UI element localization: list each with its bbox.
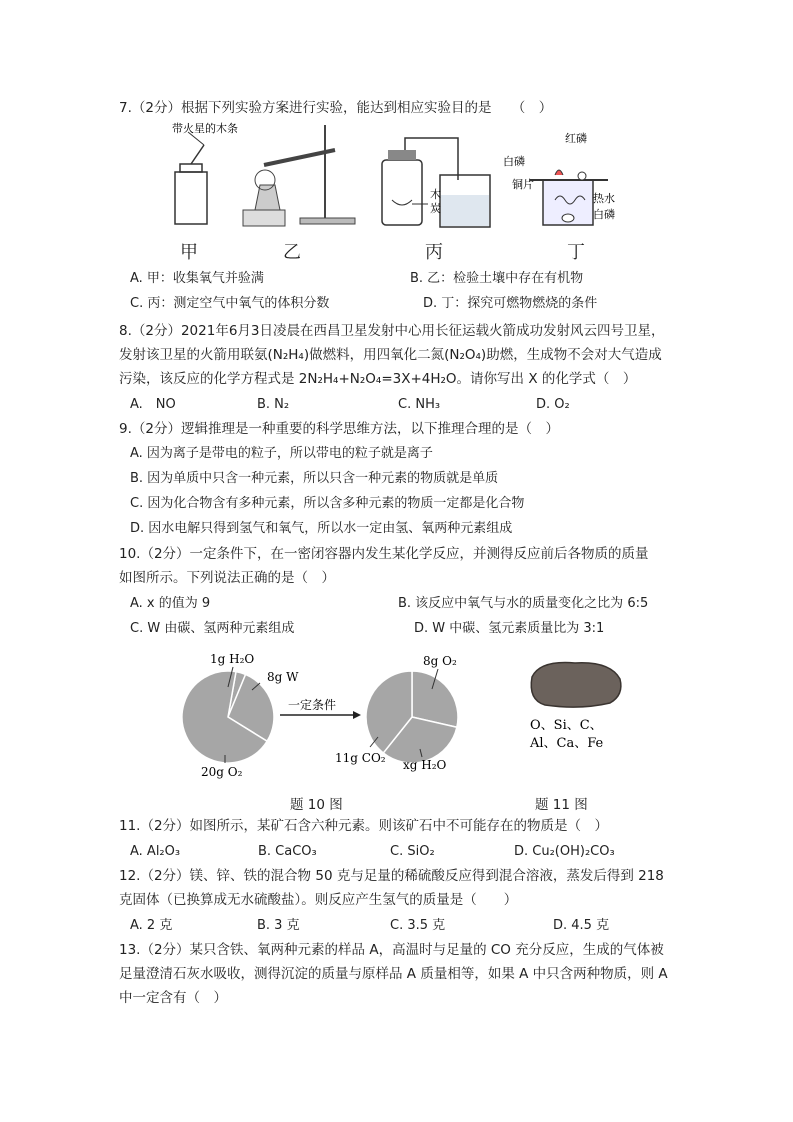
pie-after-label-o2: 8g O₂ — [423, 654, 457, 668]
q12-line-2: 克固体（已换算成无水硫酸盐）。则反应产生氢气的质量是（ ） — [119, 892, 518, 908]
q10-pie-figure — [170, 645, 490, 780]
q12-option-b[interactable]: B. 3 克 — [257, 918, 300, 933]
q11-option-a[interactable]: A. Al₂O₃ — [130, 844, 181, 859]
ore-rock — [531, 663, 621, 708]
fig-red-p-label: 红磷 — [565, 132, 587, 145]
q7-stem: 7.（2分）根据下列实验方案进行实验，能达到相应实验目的是 （ ） — [119, 100, 553, 116]
q7-option-c[interactable]: C. 丙：测定空气中氧气的体积分数 — [130, 296, 330, 311]
fig-hot-water-label: 热水 — [593, 192, 615, 205]
fig11-caption: 题 11 图 — [535, 797, 588, 813]
fig-white-p-top-label: 白磷 — [503, 155, 525, 168]
q7-option-b[interactable]: B. 乙：检验土壤中存在有机物 — [410, 271, 584, 286]
pie-before-label-w: 8g W — [267, 670, 299, 684]
q11-option-c[interactable]: C. SiO₂ — [390, 844, 435, 859]
pie-before — [182, 671, 274, 763]
fig-white-p-bottom-label: 白磷 — [593, 208, 615, 221]
q8-option-c[interactable]: C. NH₃ — [398, 397, 441, 412]
q8-option-b[interactable]: B. N₂ — [257, 397, 290, 412]
q11-option-b[interactable]: B. CaCO₃ — [258, 844, 317, 859]
ore-elements-line-2: Al、Ca、Fe — [530, 736, 604, 751]
fig-copper-label: 铜片 — [512, 178, 534, 191]
q13-line-2: 足量澄清石灰水吸收，测得沉淀的质量与原样品 A 质量相等，如果 A 中只含两种物质，则 A — [119, 966, 668, 982]
q13-line-3: 中一定含有（ ） — [119, 990, 227, 1006]
fig-label-jia: 甲 — [180, 242, 198, 263]
q7-option-d[interactable]: D. 丁：探究可燃物燃烧的条件 — [423, 296, 598, 311]
reaction-arrow-head — [353, 711, 361, 719]
q12-option-c[interactable]: C. 3.5 克 — [390, 918, 446, 933]
q9-stem: 9.（2分）逻辑推理是一种重要的科学思维方法，以下推理合理的是（ ） — [119, 421, 559, 437]
q12-option-d[interactable]: D. 4.5 克 — [553, 918, 610, 933]
q10-option-d[interactable]: D. W 中碳、氢元素质量比为 3:1 — [414, 621, 605, 636]
fig-charcoal-label-2: 炭 — [430, 202, 441, 215]
q10-option-a[interactable]: A. x 的值为 9 — [130, 596, 211, 611]
q8-option-a[interactable]: A. NO — [130, 397, 176, 412]
reaction-condition: 一定条件 — [288, 698, 337, 712]
q11-stem: 11.（2分）如图所示，某矿石含六种元素。则该矿石中不可能存在的物质是（ ） — [119, 818, 609, 834]
q8-line-2: 发射该卫星的火箭用联氨(N₂H₄)做燃料，用四氧化二氮(N₂O₄)助燃，生成物不会对大气造成 — [119, 347, 662, 363]
fig-jia-bottle — [175, 132, 207, 224]
q9-option-c[interactable]: C. 因为化合物含有多种元素，所以含多种元素的物质一定都是化合物 — [130, 496, 525, 511]
fig-splint-label: 带火星的木条 — [172, 122, 238, 135]
q9-option-b[interactable]: B. 因为单质中只含一种元素，所以只含一种元素的物质就是单质 — [130, 471, 499, 486]
q9-option-a[interactable]: A. 因为离子是带电的粒子，所以带电的粒子就是离子 — [130, 446, 433, 461]
pie-before-label-h2o: 1g H₂O — [210, 652, 255, 666]
q8-line-3: 污染，该反应的化学方程式是 2N₂H₄+N₂O₄=3X+4H₂O。请你写出 X 的化学式（ ） — [119, 371, 637, 387]
q7-option-a[interactable]: A. 甲：收集氧气并验满 — [130, 271, 264, 286]
fig10-caption: 题 10 图 — [290, 797, 343, 813]
q8-option-d[interactable]: D. O₂ — [536, 397, 570, 412]
fig-label-bing: 丙 — [425, 242, 443, 263]
q13-line-1: 13.（2分）某只含铁、氧两种元素的样品 A，高温时与足量的 CO 充分反应，生成的气体被 — [119, 942, 664, 958]
fig-yi-apparatus — [243, 125, 355, 226]
q12-line-1: 12.（2分）镁、锌、铁的混合物 50 克与足量的稀硫酸反应得到混合溶液，蒸发后得到 218 — [119, 868, 664, 884]
ore-elements-line-1: O、Si、C、 — [530, 718, 603, 733]
pie-before-label-o2: 20g O₂ — [201, 765, 243, 779]
q11-ore-figure — [520, 655, 630, 755]
q10-line-1: 10.（2分）一定条件下，在一密闭容器内发生某化学反应，并测得反应前后各物质的质量 — [119, 546, 649, 562]
fig-label-ding: 丁 — [567, 242, 585, 263]
pie-after — [366, 671, 458, 763]
q10-option-c[interactable]: C. W 由碳、氢两种元素组成 — [130, 621, 295, 636]
q9-option-d[interactable]: D. 因水电解只得到氢气和氧气，所以水一定由氢、氧两种元素组成 — [130, 521, 513, 536]
pie-after-label-h2o: xg H₂O — [403, 758, 447, 772]
q10-line-2: 如图所示。下列说法正确的是（ ） — [119, 570, 335, 586]
pie-after-label-co2: 11g CO₂ — [335, 751, 386, 765]
q11-option-d[interactable]: D. Cu₂(OH)₂CO₃ — [514, 844, 615, 859]
q10-option-b[interactable]: B. 该反应中氧气与水的质量变化之比为 6:5 — [398, 596, 649, 611]
fig-charcoal-label: 木 — [430, 188, 441, 201]
q8-line-1: 8.（2分）2021年6月3日凌晨在西昌卫星发射中心用长征运载火箭成功发射风云四号卫星， — [119, 323, 665, 339]
fig-label-yi: 乙 — [283, 242, 301, 263]
q12-option-a[interactable]: A. 2 克 — [130, 918, 173, 933]
q7-apparatus-figure — [160, 120, 630, 265]
